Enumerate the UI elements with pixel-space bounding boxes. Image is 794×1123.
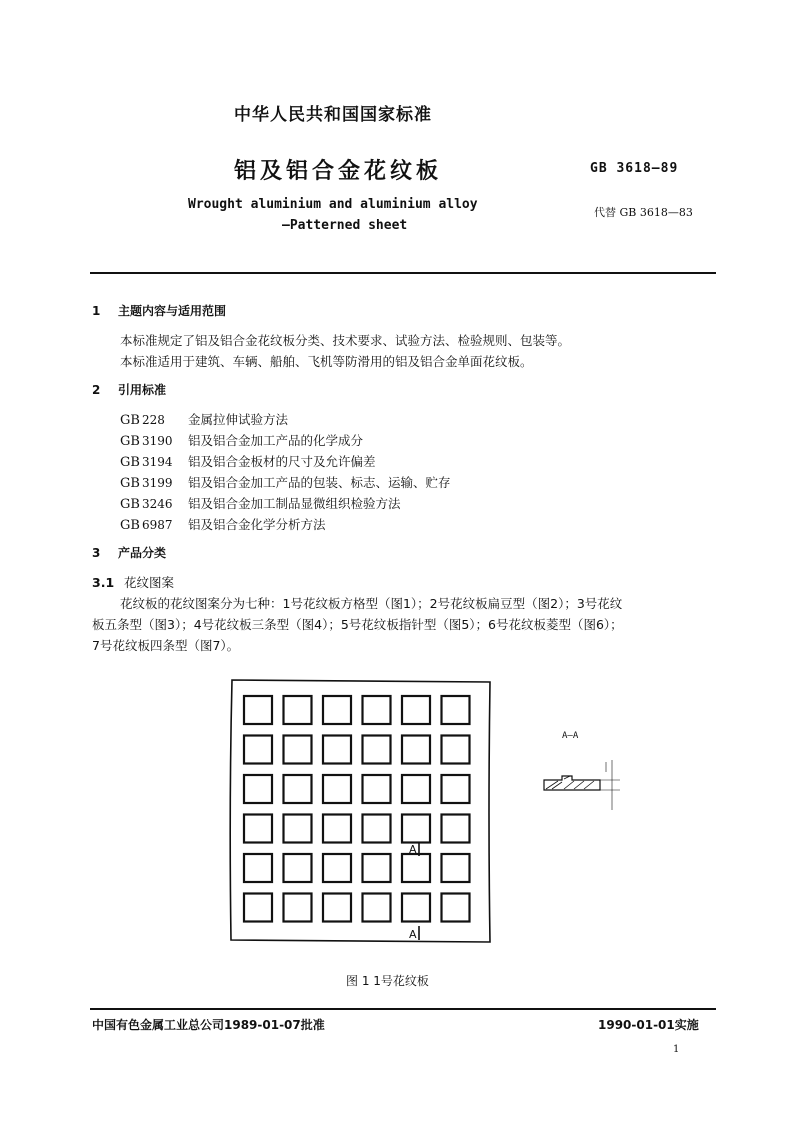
section-title: 产品分类 <box>118 546 167 560</box>
subsection-3-1-heading <box>92 573 174 591</box>
ref-number: 3246 <box>142 497 173 511</box>
ref-number: 3199 <box>142 476 173 490</box>
figure-1-caption: 图 1 1号花纹板 <box>346 974 429 988</box>
section-1-paragraph-2: 本标准适用于建筑、车辆、船舶、飞机等防滑用的铝及铝合金单面花纹板。 <box>120 354 533 369</box>
ref-prefix: GB <box>120 497 140 512</box>
pattern-square <box>323 775 351 803</box>
replaces-note: 代替 GB 3618—83 <box>594 206 693 219</box>
header-divider <box>90 272 716 274</box>
section-1-heading <box>92 302 226 319</box>
english-title-line2: —Patterned sheet <box>282 218 408 233</box>
section-2-heading <box>92 381 166 398</box>
ref-prefix: GB <box>120 434 140 449</box>
figure-1-pattern-plate <box>226 676 496 946</box>
pattern-square <box>363 894 391 922</box>
pattern-square <box>244 894 272 922</box>
pattern-square <box>442 894 470 922</box>
pattern-square <box>402 894 430 922</box>
pattern-square <box>244 696 272 724</box>
pattern-square <box>402 736 430 764</box>
page-number: 1 <box>673 1044 680 1055</box>
section-number: 2 <box>92 383 101 397</box>
pattern-square <box>402 775 430 803</box>
reference-row <box>120 473 451 491</box>
ref-prefix: GB <box>120 476 140 491</box>
pattern-square <box>284 894 312 922</box>
pattern-square <box>363 775 391 803</box>
ref-title: 铝及铝合金加工制品显微组织检验方法 <box>188 496 401 511</box>
pattern-square <box>323 696 351 724</box>
pattern-square <box>363 736 391 764</box>
reference-row <box>120 515 326 533</box>
pattern-square <box>284 854 312 882</box>
section-number: 3 <box>92 546 101 560</box>
pattern-square <box>323 854 351 882</box>
standard-code: GB 3618—89 <box>590 161 679 176</box>
ref-prefix: GB <box>120 413 140 428</box>
pattern-paragraph-line-3: 7号花纹板四条型（图7）。 <box>92 638 240 653</box>
english-title-line1: Wrought aluminium and aluminium alloy <box>188 197 478 212</box>
pattern-square <box>244 775 272 803</box>
section-a-a-diagram <box>540 752 630 812</box>
subsection-number: 3.1 <box>92 575 115 590</box>
pattern-square <box>244 854 272 882</box>
pattern-square <box>442 696 470 724</box>
section-number: 1 <box>92 304 101 318</box>
ref-number: 228 <box>142 413 165 427</box>
pattern-square <box>363 815 391 843</box>
pattern-square <box>284 736 312 764</box>
pattern-square <box>442 736 470 764</box>
reference-row <box>120 431 363 449</box>
section-title: 主题内容与适用范围 <box>118 304 227 318</box>
pattern-square <box>402 854 430 882</box>
pattern-square <box>442 775 470 803</box>
ref-title: 铝及铝合金加工产品的化学成分 <box>188 433 364 448</box>
pattern-square <box>442 854 470 882</box>
pattern-paragraph-line-1: 花纹板的花纹图案分为七种：1号花纹板方格型（图1）；2号花纹板扁豆型（图2）；3号花纹 <box>120 596 623 611</box>
section-marker: A <box>409 843 417 856</box>
reference-row <box>120 410 288 428</box>
pattern-square <box>284 815 312 843</box>
section-1-paragraph-1: 本标准规定了铝及铝合金花纹板分类、技术要求、试验方法、检验规则、包装等。 <box>120 333 571 348</box>
pattern-square <box>323 736 351 764</box>
section-title: 引用标准 <box>118 383 167 397</box>
pattern-square <box>402 696 430 724</box>
ref-prefix: GB <box>120 455 140 470</box>
footer-divider <box>90 1008 716 1010</box>
ref-number: 3190 <box>142 434 173 448</box>
pattern-square <box>363 854 391 882</box>
ref-number: 3194 <box>142 455 173 469</box>
pattern-square <box>284 775 312 803</box>
section-marker: A <box>409 928 417 941</box>
reference-row <box>120 452 376 470</box>
reference-row <box>120 494 401 512</box>
approval-info: 中国有色金属工业总公司1989-01-07批准 <box>92 1018 325 1032</box>
ref-title: 铝及铝合金化学分析方法 <box>188 517 326 532</box>
national-standard-label: 中华人民共和国国家标准 <box>234 105 432 125</box>
subsection-title: 花纹图案 <box>124 575 175 590</box>
ref-title: 铝及铝合金加工产品的包装、标志、运输、贮存 <box>188 475 451 490</box>
ref-prefix: GB <box>120 518 140 533</box>
pattern-paragraph-line-2: 板五条型（图3）；4号花纹板三条型（图4）；5号花纹板指针型（图5）；6号花纹板菱型（图6）； <box>92 617 623 632</box>
ref-number: 6987 <box>142 518 173 532</box>
pattern-square <box>363 696 391 724</box>
pattern-square <box>402 815 430 843</box>
pattern-square <box>244 815 272 843</box>
ref-title: 金属拉伸试验方法 <box>188 412 289 427</box>
pattern-square <box>323 894 351 922</box>
pattern-square <box>323 815 351 843</box>
section-a-a-label: A—A <box>562 731 579 741</box>
pattern-square <box>284 696 312 724</box>
pattern-square <box>244 736 272 764</box>
ref-title: 铝及铝合金板材的尺寸及允许偏差 <box>188 454 376 469</box>
pattern-square <box>442 815 470 843</box>
section-3-heading <box>92 544 166 561</box>
document-title: 铝及铝合金花纹板 <box>234 159 443 184</box>
effective-date: 1990-01-01实施 <box>598 1018 699 1032</box>
